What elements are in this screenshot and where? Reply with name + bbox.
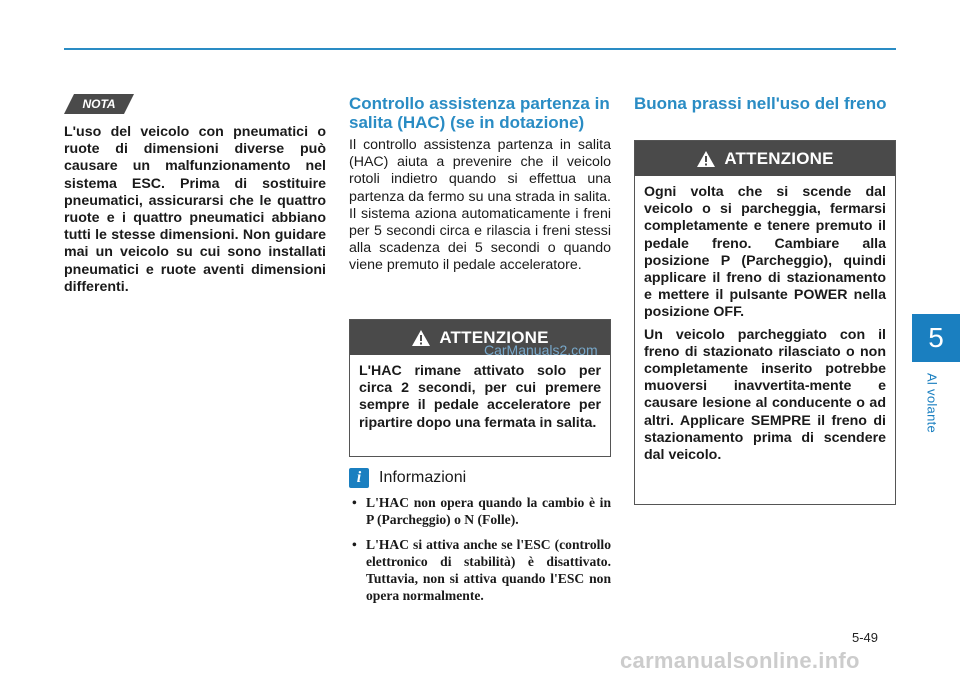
freno-warning-title: ATTENZIONE: [724, 148, 834, 168]
info-list-item: • L'HAC si attiva anche se l'ESC (controllo elettronico di stabilità) è disattivato. Tuttavia, non si attiva quando l'ESC non opera normalmente.: [352, 536, 611, 604]
nota-badge: [64, 94, 134, 114]
info-list: [352, 494, 611, 604]
freno-warning-paragraph-2: Un veicolo parcheggiato con il freno di stazionato rilasciato o non completamente inserito potrebbe muoversi inavvertita-mente e causare lesione al conducente o ad altri. Applicare SEMPRE il freno di stazionamento prima di scendere dal veicolo.: [644, 326, 886, 464]
freno-warning-box: [634, 140, 896, 505]
info-icon: i: [349, 468, 369, 488]
page-number: 5-49: [852, 630, 879, 645]
hac-body-text: Il controllo assistenza partenza in salita (HAC) aiuta a prevenire che il veicolo rotoli indietro quando si effettua una partenza da fermo su una strada in salita. Il sistema aziona automaticamente i freni per 5 secondi circa e rilascia i freni stessi alla scadenza dei 5 secondi o quando viene premuto il pedale acceleratore.: [349, 137, 611, 274]
nota-badge-label: NOTA: [82, 97, 116, 111]
nota-text: L'uso del veicolo con pneumatici o ruote di dimensioni diverse può causare un malfunzionamento nel sistema ESC. Prima di sostituire pneumatici, assicurarsi che le quattro ruote e i quattro pneumatici abbiano tutti le stesse dimensioni. Non guidare mai un veicolo su cui sono installati pneumatici e ruote aventi dimensioni differenti.: [64, 124, 326, 295]
freno-warning-body: [635, 176, 895, 470]
freno-warning-header: [635, 141, 895, 176]
hac-warning-text: L'HAC rimane attivato solo per circa 2 secondi, per cui premere sempre il pedale acceleratore per ripartire dopo una fermata in salita.: [359, 363, 601, 431]
chapter-label-text: Al volante: [924, 372, 940, 434]
header-rule: [64, 48, 896, 50]
hac-section-title: Controllo assistenza partenza in salita (HAC) (se in dotazione): [349, 94, 610, 132]
chapter-number-tab: 5: [912, 314, 960, 362]
watermark-text: CarManuals2.com: [484, 342, 598, 358]
footer-site-link[interactable]: carmanualsonline.info: [620, 648, 860, 673]
freno-section-title: Buona prassi nell'uso del freno: [634, 94, 887, 113]
info-header: [349, 468, 466, 488]
info-list-item: • L'HAC non opera quando la cambio è in P (Parcheggio) o N (Folle).: [352, 494, 611, 528]
warning-triangle-icon: [411, 329, 431, 347]
freno-warning-paragraph-1: Ogni volta che si scende dal veicolo o si parcheggia, fermarsi completamente e tenere premuto il pedale freno. Cambiare alla posizione P (Parcheggio), quindi applicare il freno di stazionamento e mettere il pulsante POWER nella posizione OFF.: [644, 184, 886, 321]
warning-triangle-icon: [696, 150, 716, 168]
info-label: Informazioni: [379, 469, 467, 486]
chapter-label: [918, 368, 946, 438]
hac-warning-title: ATTENZIONE: [439, 327, 549, 347]
hac-warning-box: [349, 319, 611, 457]
